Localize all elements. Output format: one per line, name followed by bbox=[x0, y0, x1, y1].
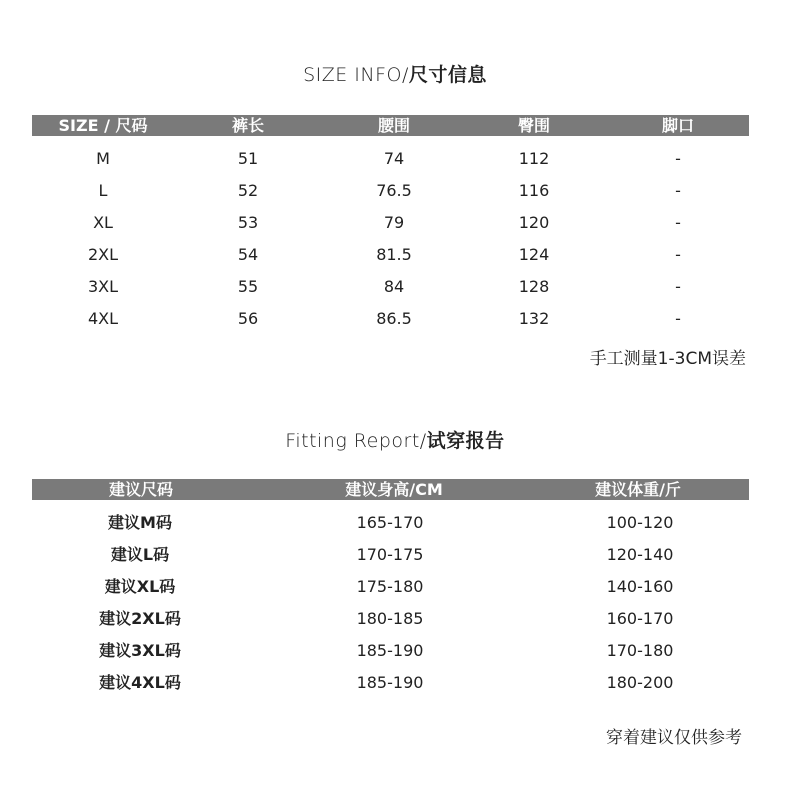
header-waist: 腰围 bbox=[377, 116, 411, 135]
height-cell: 180-185 bbox=[356, 609, 424, 628]
table-row bbox=[0, 144, 790, 174]
rec-size-cell: 建议2XL码 bbox=[99, 609, 181, 628]
table-row bbox=[0, 208, 790, 238]
table-row bbox=[0, 508, 790, 538]
fitting-report-title-en: Fitting Report/ bbox=[285, 430, 427, 452]
header-hem: 脚口 bbox=[661, 116, 695, 135]
size-cell: L bbox=[98, 181, 108, 200]
rec-size-cell: 建议M码 bbox=[108, 513, 172, 532]
length-cell: 51 bbox=[237, 149, 259, 168]
height-cell: 185-190 bbox=[356, 673, 424, 692]
length-cell: 52 bbox=[237, 181, 259, 200]
hip-cell: 124 bbox=[518, 245, 550, 264]
weight-cell: 120-140 bbox=[606, 545, 674, 564]
length-cell: 56 bbox=[237, 309, 259, 328]
table-row bbox=[0, 540, 790, 570]
size-cell: 3XL bbox=[87, 277, 119, 296]
header-recommended-size: 建议尺码 bbox=[108, 480, 174, 499]
size-info-title bbox=[0, 60, 790, 87]
hip-cell: 120 bbox=[518, 213, 550, 232]
size-cell: 4XL bbox=[87, 309, 119, 328]
weight-cell: 100-120 bbox=[606, 513, 674, 532]
table-row bbox=[0, 572, 790, 602]
hem-cell: - bbox=[675, 277, 681, 296]
height-cell: 170-175 bbox=[356, 545, 424, 564]
height-cell: 175-180 bbox=[356, 577, 424, 596]
table-row bbox=[0, 240, 790, 270]
hip-cell: 112 bbox=[518, 149, 550, 168]
rec-size-cell: 建议4XL码 bbox=[99, 673, 181, 692]
size-info-title-cn: 尺寸信息 bbox=[408, 64, 487, 86]
header-length: 裤长 bbox=[231, 116, 265, 135]
size-cell: XL bbox=[93, 213, 113, 232]
length-cell: 54 bbox=[237, 245, 259, 264]
size-info-title-en: SIZE INFO/ bbox=[303, 64, 409, 86]
waist-cell: 79 bbox=[383, 213, 405, 232]
weight-cell: 170-180 bbox=[606, 641, 674, 660]
table-row bbox=[0, 272, 790, 302]
fitting-note: 穿着建议仅供参考 bbox=[606, 728, 742, 748]
table-row bbox=[0, 636, 790, 666]
measurement-note: 手工测量1-3CM误差 bbox=[589, 349, 746, 369]
length-cell: 53 bbox=[237, 213, 259, 232]
height-cell: 165-170 bbox=[356, 513, 424, 532]
hem-cell: - bbox=[675, 181, 681, 200]
size-table-header bbox=[32, 115, 749, 136]
rec-size-cell: 建议3XL码 bbox=[99, 641, 181, 660]
hem-cell: - bbox=[675, 309, 681, 328]
height-cell: 185-190 bbox=[356, 641, 424, 660]
waist-cell: 76.5 bbox=[376, 181, 412, 200]
hem-cell: - bbox=[675, 149, 681, 168]
hip-cell: 132 bbox=[518, 309, 550, 328]
weight-cell: 180-200 bbox=[606, 673, 674, 692]
header-hip: 臀围 bbox=[517, 116, 551, 135]
header-recommended-weight: 建议体重/斤 bbox=[595, 480, 681, 499]
size-cell: M bbox=[96, 149, 110, 168]
hip-cell: 116 bbox=[518, 181, 550, 200]
size-cell: 2XL bbox=[87, 245, 119, 264]
header-size: SIZE / 尺码 bbox=[58, 116, 148, 135]
table-row bbox=[0, 304, 790, 334]
waist-cell: 86.5 bbox=[376, 309, 412, 328]
header-recommended-height: 建议身高/CM bbox=[345, 480, 443, 499]
length-cell: 55 bbox=[237, 277, 259, 296]
hem-cell: - bbox=[675, 213, 681, 232]
rec-size-cell: 建议L码 bbox=[110, 545, 170, 564]
fitting-report-title bbox=[0, 426, 790, 453]
hip-cell: 128 bbox=[518, 277, 550, 296]
table-row bbox=[0, 176, 790, 206]
weight-cell: 160-170 bbox=[606, 609, 674, 628]
hem-cell: - bbox=[675, 245, 681, 264]
fitting-report-title-cn: 试穿报告 bbox=[426, 430, 505, 452]
waist-cell: 84 bbox=[383, 277, 405, 296]
rec-size-cell: 建议XL码 bbox=[104, 577, 176, 596]
table-row bbox=[0, 668, 790, 698]
waist-cell: 81.5 bbox=[376, 245, 412, 264]
waist-cell: 74 bbox=[383, 149, 405, 168]
fit-table-header bbox=[32, 479, 749, 500]
weight-cell: 140-160 bbox=[606, 577, 674, 596]
table-row bbox=[0, 604, 790, 634]
